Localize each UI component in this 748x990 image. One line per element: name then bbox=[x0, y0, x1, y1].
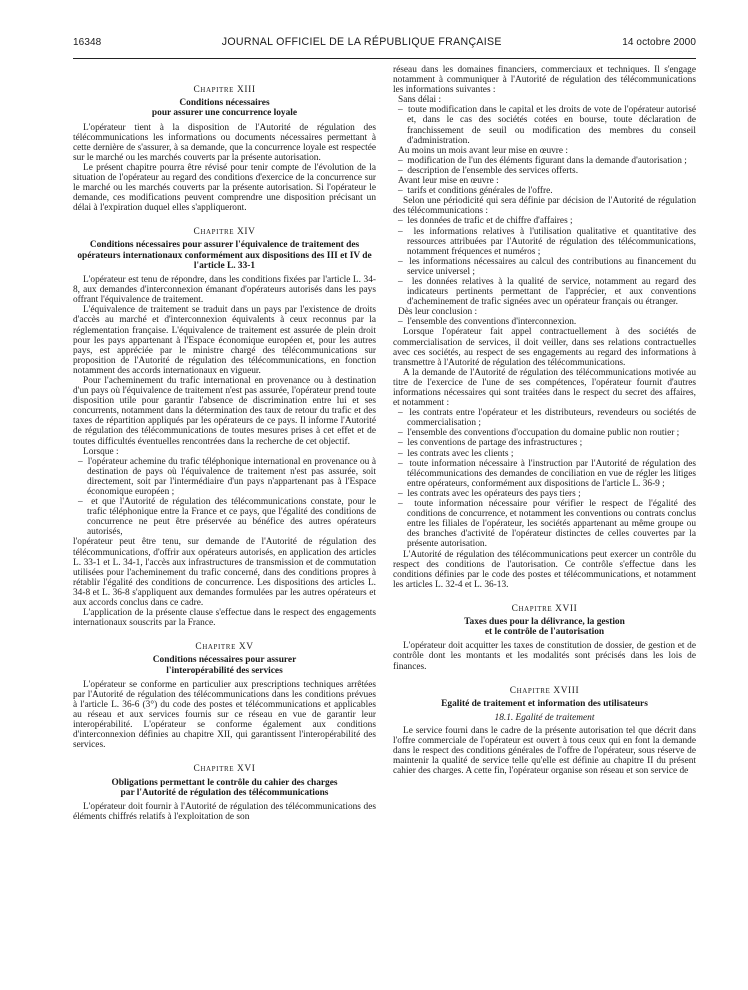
list-intro: Sans délai : bbox=[398, 95, 442, 106]
chapter-heading: Chapitre XVIII bbox=[509, 685, 580, 696]
publication-date: 14 octobre 2000 bbox=[622, 37, 696, 48]
paragraph: L'opérateur doit acquitter les taxes de constitution de dossier, de gestion et de contrôle dont les montants et les modalités sont précisés dans les lois de finances. bbox=[393, 641, 696, 672]
right-column bbox=[393, 65, 696, 822]
paragraph: Le présent chapitre pourra être révisé pour tenir compte de l'évolution de la situation de l'opérateur au regard des conditions d'exercice de la concurrence sur le marché ou les marchés couverts par la présente autorisation. Si l'opérateur le demande, ces modifications peuvent comprendre une disposition précisant un délai à l'expiration duquel elles s'appliqueront. bbox=[73, 162, 376, 214]
page-number: 16348 bbox=[73, 37, 102, 48]
list-item: – les contrats avec les clients ; bbox=[393, 449, 696, 459]
section-heading: 18.1. Egalité de traitement bbox=[494, 712, 595, 723]
paragraph: Lorsque : bbox=[83, 446, 119, 457]
list-item: – les conventions de partage des infrastructures ; bbox=[393, 438, 696, 448]
chapter-title-line: Conditions nécessaires bbox=[179, 98, 270, 109]
chapter-title-line: Conditions nécessaires pour assurer bbox=[152, 655, 297, 666]
paragraph: L'application de la présente clause s'effectue dans le respect des engagements internationaux souscrits par la France. bbox=[73, 608, 376, 629]
chapter-title-line: et le contrôle de l'autorisation bbox=[484, 627, 605, 638]
list-item: – les informations nécessaires au calcul des contributions au financement du service universel ; bbox=[393, 257, 696, 277]
list-item: – l'opérateur achemine du trafic téléphonique international en provenance ou à destination de pays où l'équivalence de traitement n'est pas assurée, soit directement, soit par l'intermédiaire d'un pays n'appartenant pas à l'Espace économique européen ; bbox=[73, 457, 376, 497]
chapter-title: Conditions nécessaires pour assurer l'équivalence de traitement des opérateurs internationaux conformément aux dispositions des III et IV de l'article L. 33-1 bbox=[77, 240, 372, 271]
list-item: – toute modification dans le capital et les droits de vote de l'opérateur autorisé et, dans le cas des sociétés cotées en bourse, toute déclaration de franchissement de seuil ou modification des membres du conseil d'administration. bbox=[393, 105, 696, 145]
list-item: – les contrats avec les opérateurs des pays tiers ; bbox=[393, 489, 696, 499]
chapter-title bbox=[73, 655, 376, 675]
chapter-title-line: Obligations permettant le contrôle du cahier des charges bbox=[111, 777, 338, 788]
chapter-heading: Chapitre XIV bbox=[193, 227, 256, 238]
list-item: – les données de trafic et de chiffre d'affaires ; bbox=[393, 216, 696, 226]
chapter-title-line: Taxes dues pour la délivrance, la gestion bbox=[464, 616, 625, 627]
chapter-heading: Chapitre XVI bbox=[193, 764, 256, 775]
chapter-title: Egalité de traitement et information des utilisateurs bbox=[441, 698, 648, 709]
paragraph: l'opérateur peut être tenu, sur demande de l'Autorité de régulation des télécommunications, d'offrir aux opérateurs autorisés, en application des articles L. 33-1 et L. 34-1, l'accès aux infrastructures de transmission et de commutation utilisées pour l'acheminement du trafic concerné, dans des conditions propres à rétablir l'égalité des conditions de concurrence. Les dispositions des articles L. 34-8 et L. 36-8 s'appliquent aux demandes formulées par les autres opérateurs et aux accords conclus dans ce cadre. bbox=[73, 537, 376, 609]
chapter-title bbox=[73, 98, 376, 118]
paragraph: Le service fourni dans le cadre de la présente autorisation tel que décrit dans l'offre commerciale de l'opérateur est ouvert à tous ceux qui en font la demande dans le respect des conditions générales de l'offre de l'opérateur, sous réserve de maintenir la qualité de service telle qu'elle est définie au chapitre II du présent cahier des charges. A cette fin, l'opérateur organise son réseau et son service de bbox=[393, 726, 696, 777]
paragraph: Selon une périodicité qui sera définie par décision de l'Autorité de régulation des télécommunications : bbox=[393, 196, 696, 217]
header-rule bbox=[73, 58, 696, 59]
list-item: – modification de l'un des éléments figurant dans la demande d'autorisation ; bbox=[393, 156, 696, 166]
chapter-title-line: l'interopérabilité des services bbox=[166, 665, 283, 676]
chapter-title-line: par l'Autorité de régulation des télécommunications bbox=[120, 787, 329, 798]
paragraph: L'opérateur se conforme en particulier aux prescriptions techniques arrêtées par l'Autorité de régulation des télécommunications dans les conditions prévues à l'article L. 36-6 (3°) du code des postes et télécommunications et applicables au réseau et aux services fournis sur ce réseau en vue de garantir leur interopérabilité. L'opérateur se conforme également aux conditions d'interconnexion définies au chapitre XII, qui garantissent l'interopérabilité des services. bbox=[73, 679, 376, 751]
paragraph: L'équivalence de traitement se traduit dans un pays par l'existence de droits d'accès au marché et d'interconnexion équivalents à ceux reconnus par la réglementation française. L'équivalence de traitement est assurée de plein droit pour les pays appartenant à l'Espace économique européen et, pour les autres pays, est appréciée par le ministre chargé des télécommunications sur proposition de l'Autorité de régulation des télécommunications, en fonction notamment des accords internationaux en vigueur. bbox=[73, 305, 376, 376]
list-intro: Dès leur conclusion : bbox=[398, 307, 478, 318]
dash-list bbox=[393, 408, 696, 549]
list-item: – l'ensemble des conventions d'interconnexion. bbox=[393, 317, 696, 327]
list-item: – les informations relatives à l'utilisation qualitative et quantitative des ressources attribuées par l'Autorité de régulation des télécommunications, notamment fréquences et numéros ; bbox=[393, 227, 696, 257]
dash-list bbox=[393, 186, 696, 196]
journal-title: JOURNAL OFFICIEL DE LA RÉPUBLIQUE FRANÇAISE bbox=[221, 36, 502, 48]
dash-list bbox=[393, 156, 696, 176]
dash-list bbox=[73, 457, 376, 538]
list-item: – description de l'ensemble des services offerts. bbox=[393, 166, 696, 176]
list-item: – toute information nécessaire pour vérifier le respect de l'égalité des conditions de concurrence, et notamment les conventions ou contrats conclus entre les filiales de l'opérateur, les sociétés appartenant au même groupe ou des branches d'activité de l'opérateur distinctes de celles couvertes par la présente autorisation. bbox=[393, 499, 696, 549]
chapter-heading: Chapitre XIII bbox=[193, 85, 256, 95]
dash-list bbox=[393, 317, 696, 327]
list-item: – les données relatives à la qualité de service, notamment au regard des indicateurs pertinents permettant de l'apprécier, et aux conventions d'acheminement de trafic signées avec un opérateur français ou étranger. bbox=[393, 277, 696, 307]
paragraph: réseau dans les domaines financiers, commerciaux et techniques. Il s'engage notamment à communiquer à l'Autorité de régulation des télécommunications les informations suivantes : bbox=[393, 65, 696, 96]
paragraph: Lorsque l'opérateur fait appel contractuellement à des sociétés de commercialisation de services, il doit veiller, dans ses relations contractuelles avec ces sociétés, au respect de ses engagements au regard des informations à transmettre à l'Autorité de régulation des télécommunications. bbox=[393, 327, 696, 368]
list-item: – et que l'Autorité de régulation des télécommunications constate, pour le trafic téléphonique entre la France et ce pays, que l'égalité des conditions de concurrence ne peut être préservée au bénéfice des autres opérateurs autorisés, bbox=[73, 497, 376, 537]
paragraph: L'opérateur tient à la disposition de l'Autorité de régulation des télécommunications les informations ou documents nécessaires permettant à cette dernière de s'assurer, à sa demande, que la concurrence loyale est respectée sur le marché ou les marchés couverts par la présente autorisation. bbox=[73, 122, 376, 163]
dash-list bbox=[393, 216, 696, 307]
paragraph: L'Autorité de régulation des télécommunications peut exercer un contrôle du respect des conditions de l'autorisation. Ce contrôle s'effectue dans les conditions définies par le code des postes et télécommunications, et notamment les articles L. 32-4 et L. 36-13. bbox=[393, 549, 696, 590]
chapter-title-line: pour assurer une concurrence loyale bbox=[151, 108, 298, 119]
paragraph: A la demande de l'Autorité de régulation des télécommunications motivée au titre de l'exercice de l'une de ses compétences, l'opérateur fournit d'autres informations nécessaires qui sont traitées dans le respect du secret des affaires, et notamment : bbox=[393, 367, 696, 409]
list-intro: Au moins un mois avant leur mise en œuvre : bbox=[398, 145, 568, 156]
chapter-heading: Chapitre XV bbox=[195, 642, 254, 653]
dash-list bbox=[393, 105, 696, 145]
chapter-title bbox=[393, 617, 696, 637]
list-item: – les contrats entre l'opérateur et les distributeurs, revendeurs ou sociétés de commercialisation ; bbox=[393, 408, 696, 428]
chapter-heading: Chapitre XVII bbox=[511, 603, 578, 614]
list-item: – toute information nécessaire à l'instruction par l'Autorité de régulation des télécommunications des demandes de conciliation en vue de régler les litiges entre opérateurs, conformément aux dispositions de l'article L. 36-9 ; bbox=[393, 459, 696, 489]
text-columns bbox=[73, 65, 696, 822]
chapter-title bbox=[73, 778, 376, 798]
paragraph: L'opérateur est tenu de répondre, dans les conditions fixées par l'article L. 34-8, aux demandes d'interconnexion émanant d'opérateurs autorisés dans les pays offrant l'équivalence de traitement. bbox=[73, 275, 376, 306]
paragraph: L'opérateur doit fournir à l'Autorité de régulation des télécommunications des éléments chiffrés relatifs à l'exploitation de son bbox=[73, 801, 376, 823]
list-intro: Avant leur mise en œuvre : bbox=[398, 176, 499, 187]
paragraph: Pour l'acheminement du trafic international en provenance ou à destination d'un pays où l'équivalence de traitement n'est pas assurée, l'opérateur prend toute disposition utile pour garantir l'absence de discrimination entre lui et ses concurrents, notamment dans la détermination des taux de retour du trafic et des taxes de répartition appliqués par les opérateurs de ce pays. Il informe l'Autorité de régulation des télécommunications de toutes mesures prises à cet effet et de toutes difficultés éventuelles rencontrées dans la recherche de cet objectif. bbox=[73, 375, 376, 447]
list-item: – l'ensemble des conventions d'occupation du domaine public non routier ; bbox=[393, 428, 696, 438]
page-header bbox=[73, 36, 696, 50]
left-column bbox=[73, 65, 376, 822]
list-item: – tarifs et conditions générales de l'offre. bbox=[393, 186, 696, 196]
